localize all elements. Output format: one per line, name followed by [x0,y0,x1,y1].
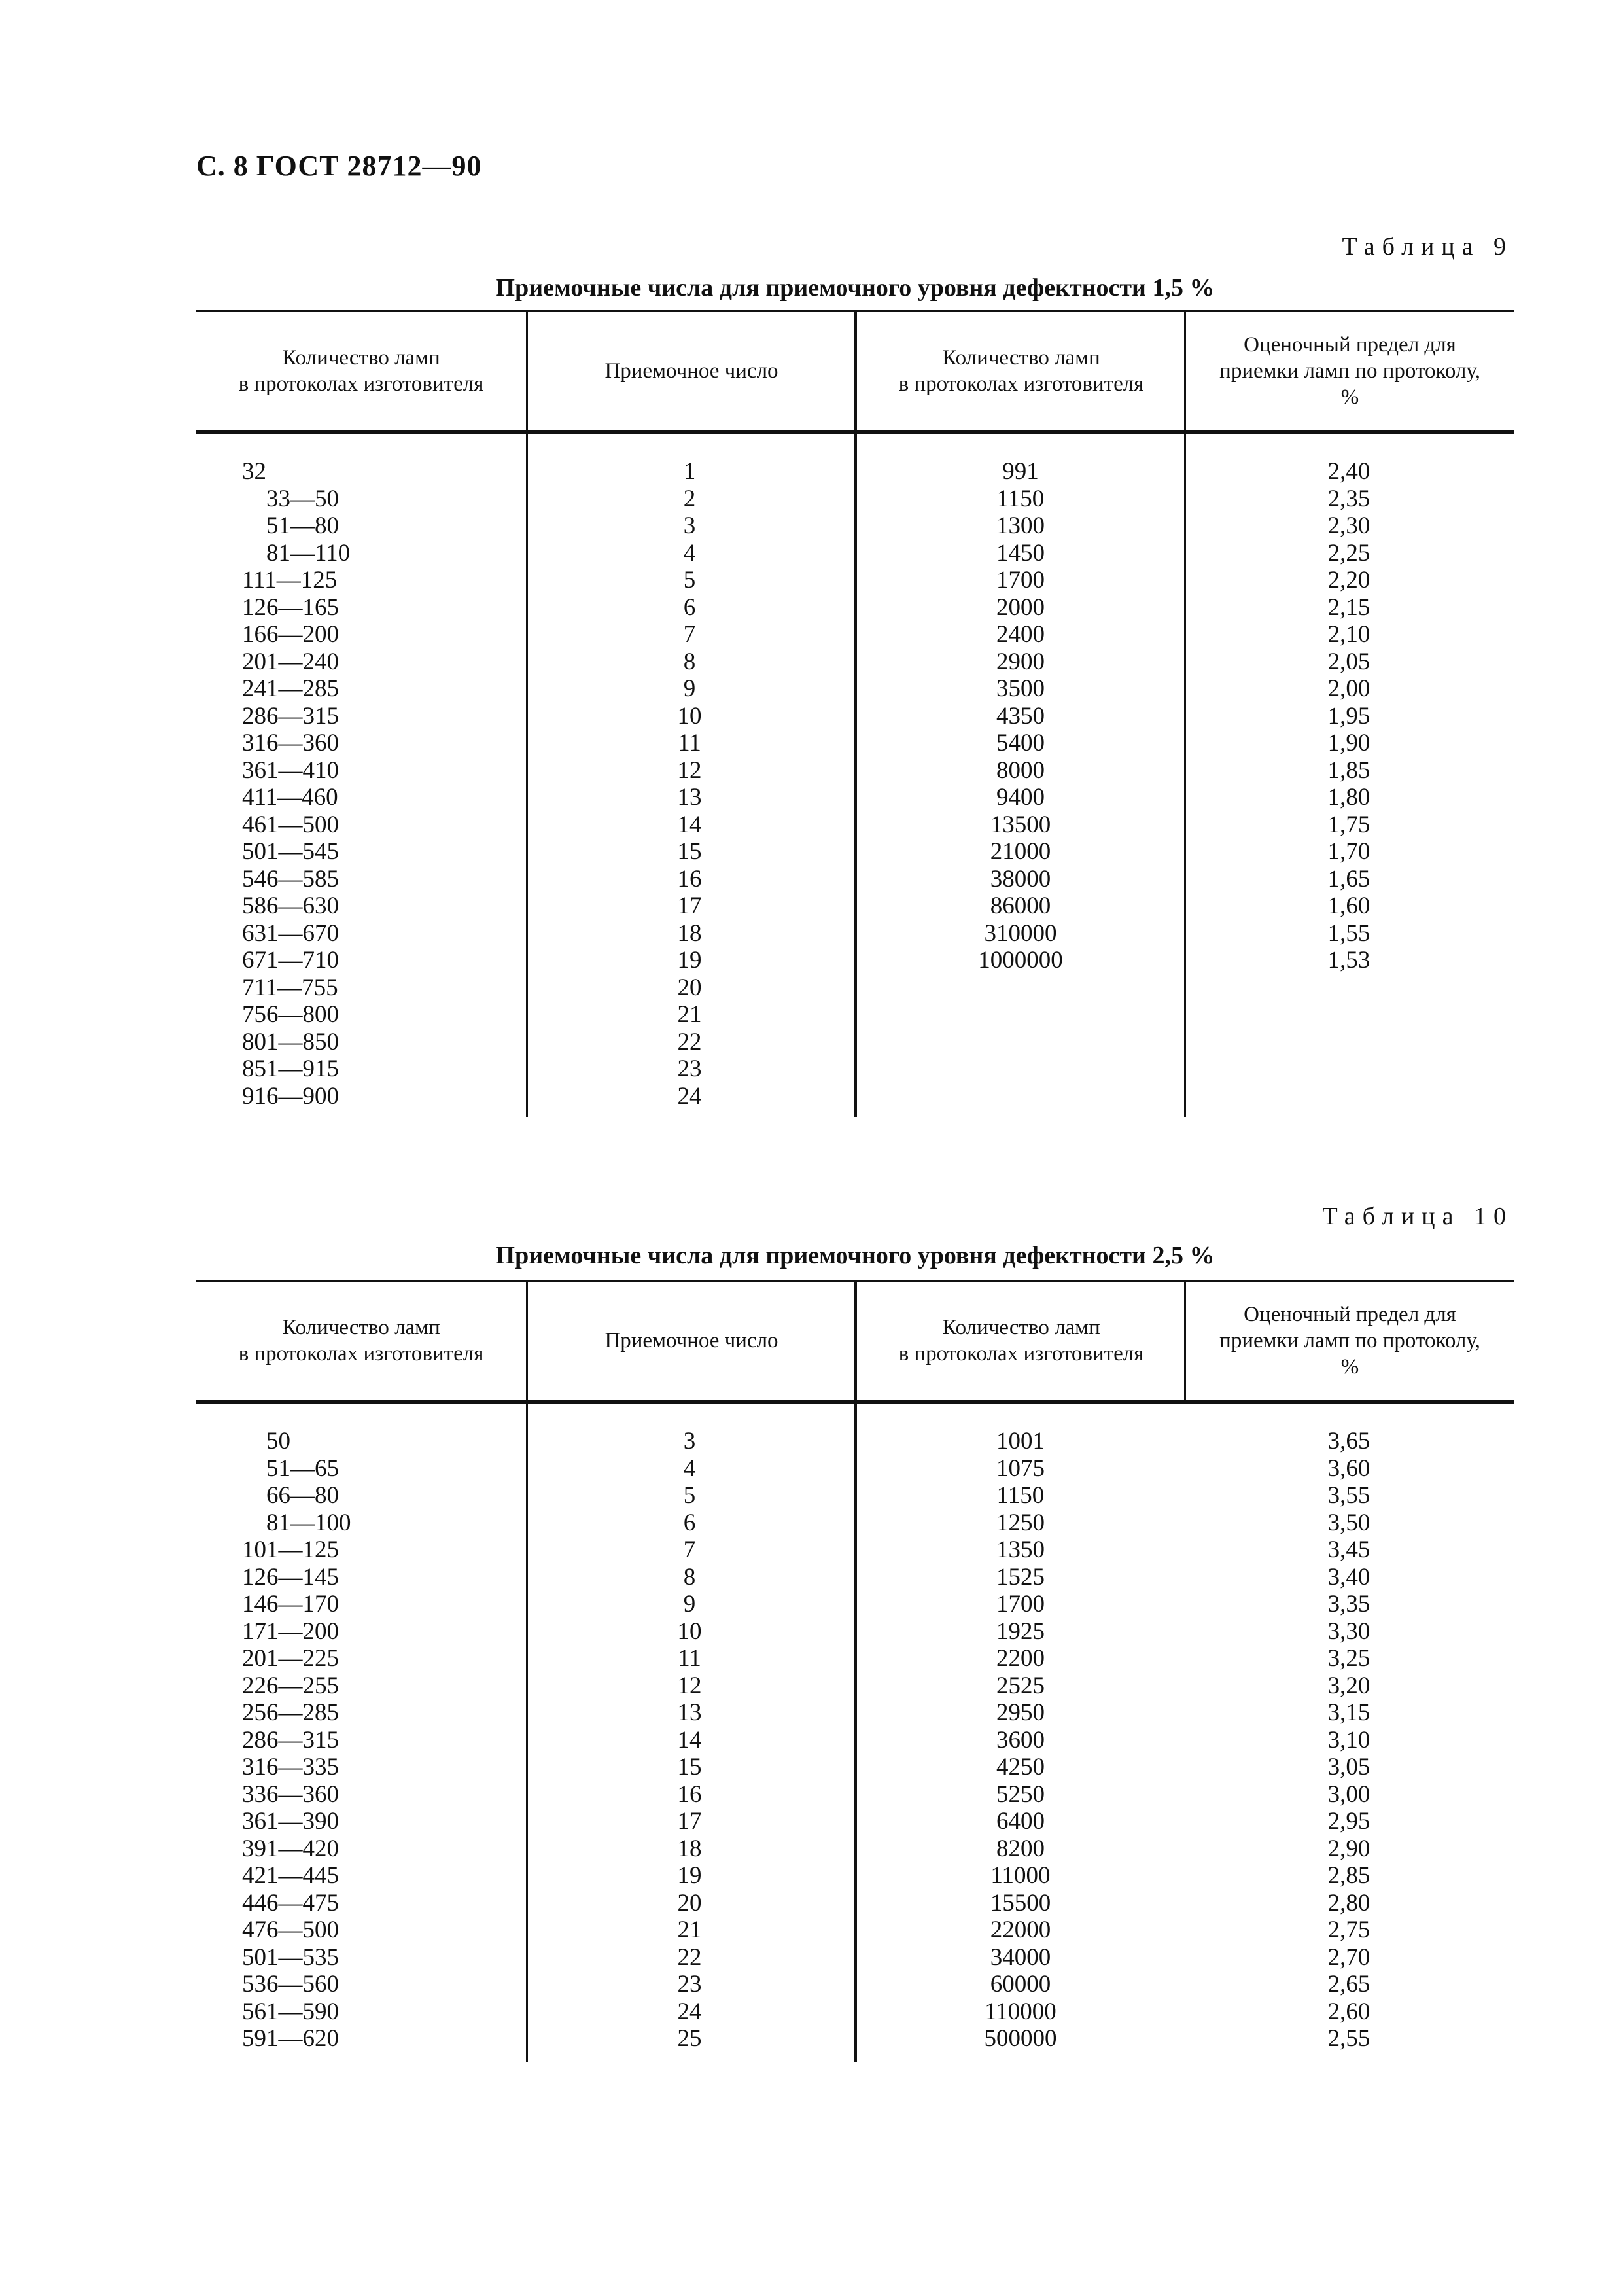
table-cell: 9 [683,1591,696,1617]
table-cell: 50 [242,1428,290,1455]
table-9-header [196,312,1514,434]
table-cell: 2,35 [1327,485,1370,512]
table-cell: 4250 [996,1754,1045,1780]
table-cell: 8 [683,1563,696,1591]
table-cell: 171—200 [242,1617,339,1645]
table-cell: 16 [677,1780,702,1808]
table-cell: 23 [677,1971,702,1998]
table-cell: 9 [683,675,696,702]
table-10-label: Таблица 10 [1322,1203,1513,1230]
table-cell: 2525 [996,1672,1045,1699]
table-cell: 3,00 [1327,1780,1370,1808]
table-cell: 3,45 [1327,1536,1370,1563]
table-cell: 546—585 [242,865,339,892]
table-cell: 3,10 [1327,1726,1370,1754]
table-10 [196,1280,1514,2062]
table-cell: 34000 [990,1943,1051,1971]
table-cell: 2,85 [1327,1862,1370,1889]
table-cell: 22 [677,1943,702,1971]
table-cell: 446—475 [242,1889,339,1916]
table-cell: 1,55 [1327,919,1370,947]
table-cell: 2,95 [1327,1808,1370,1835]
table-cell: 1,80 [1327,784,1370,811]
table-cell: 316—335 [242,1754,339,1780]
table-cell: 801—850 [242,1028,339,1055]
table-cell: 2,80 [1327,1889,1370,1916]
header-lamp-count: Количество ламп в протоколах изготовителя [898,345,1144,396]
table-cell: 8200 [996,1835,1045,1862]
table-9 [196,310,1514,1117]
column-divider [1184,312,1186,430]
table-cell: 2,00 [1327,675,1370,702]
table-cell: 3 [683,512,696,539]
table-cell: 13500 [990,811,1051,838]
table-cell: 2,05 [1327,648,1370,675]
table-cell: 561—590 [242,1998,339,2025]
table-cell: 6400 [996,1808,1045,1835]
table-cell: 13 [677,784,702,811]
table-cell: 1,53 [1327,947,1370,974]
header-lamp-count: Количество ламп в протоколах изготовителя [898,1315,1144,1366]
table-cell: 81—110 [242,539,351,567]
table-9-title: Приемочные числа для приемочного уровня дефектности 1,5 % [495,274,1215,302]
table-cell: 2000 [996,593,1045,621]
table-cell: 18 [677,1835,702,1862]
table-cell: 1525 [996,1563,1045,1591]
table-cell: 536—560 [242,1971,339,1998]
table-cell: 2,70 [1327,1943,1370,1971]
table-cell: 2,65 [1327,1971,1370,1998]
table-cell: 671—710 [242,947,339,974]
table-cell: 19 [677,1862,702,1889]
page-header: С. 8 ГОСТ 28712—90 [196,150,482,182]
table-cell: 1,75 [1327,811,1370,838]
table-cell: 110000 [985,1998,1056,2025]
table-cell: 1450 [996,539,1045,567]
table-cell: 1700 [996,567,1045,593]
table-cell: 51—80 [242,512,339,539]
table-cell: 8 [683,648,696,675]
table-cell: 4 [683,539,696,567]
table-cell: 21 [677,1001,702,1028]
table-cell: 19 [677,947,702,974]
table-cell: 11 [678,730,701,756]
table-cell: 1150 [996,1482,1045,1509]
table-10-body [196,1404,1514,2062]
table-cell: 3,55 [1327,1482,1370,1509]
table-cell: 3,65 [1327,1428,1370,1455]
table-cell: 256—285 [242,1699,339,1726]
table-cell: 286—315 [242,702,339,730]
table-cell: 81—100 [242,1509,351,1536]
table-cell: 2950 [996,1699,1045,1726]
table-cell: 38000 [990,865,1051,892]
table-cell: 201—225 [242,1645,339,1672]
table-cell: 10 [677,1617,702,1645]
table-cell: 146—170 [242,1591,339,1617]
table-cell: 9400 [996,784,1045,811]
table-cell: 1001 [996,1428,1045,1455]
table-cell: 17 [677,1808,702,1835]
table-cell: 2,10 [1327,621,1370,648]
table-cell: 2,40 [1327,458,1370,485]
table-cell: 1250 [996,1509,1045,1536]
table-cell: 2,15 [1327,593,1370,621]
table-cell: 4 [683,1455,696,1482]
table-cell: 991 [1002,458,1039,485]
table-9-col-lamp-ranges [242,458,504,1110]
table-cell: 5 [683,1482,696,1509]
table-cell: 11 [678,1645,701,1672]
table-cell: 501—535 [242,1943,339,1971]
table-cell: 21 [677,1916,702,1943]
table-cell: 3,35 [1327,1591,1370,1617]
table-cell: 310000 [984,919,1057,947]
table-cell: 6 [683,593,696,621]
table-cell: 126—165 [242,593,339,621]
table-cell: 2 [683,485,696,512]
header-acceptance-number: Приемочное число [604,359,778,383]
header-lamp-count: Количество ламп в протоколах изготовителя [238,345,484,396]
table-cell: 336—360 [242,1780,339,1808]
table-cell: 33—50 [242,485,339,512]
table-cell: 3,25 [1327,1645,1370,1672]
table-10-col-lamp-ranges [242,1428,504,2053]
table-cell: 591—620 [242,2025,339,2052]
table-cell: 4350 [996,702,1045,730]
table-cell: 461—500 [242,811,339,838]
table-cell: 1350 [996,1536,1045,1563]
table-cell: 5400 [996,730,1045,756]
table-10-col-limits [1184,1428,1514,2053]
table-cell: 166—200 [242,621,339,648]
table-cell: 14 [677,1726,702,1754]
table-cell: 60000 [990,1971,1051,1998]
table-cell: 2400 [996,621,1045,648]
header-acceptance-number: Приемочное число [604,1328,778,1352]
table-cell: 20 [677,1889,702,1916]
table-cell: 226—255 [242,1672,339,1699]
table-cell: 361—410 [242,756,339,784]
table-cell: 2,55 [1327,2025,1370,2052]
column-divider-thick [854,312,857,430]
table-cell: 916—900 [242,1082,339,1110]
table-cell: 5250 [996,1780,1045,1808]
table-cell: 15500 [990,1889,1051,1916]
table-cell: 3,40 [1327,1563,1370,1591]
table-cell: 14 [677,811,702,838]
table-cell: 3600 [996,1726,1045,1754]
table-cell: 1,90 [1327,730,1370,756]
table-cell: 1,60 [1327,892,1370,919]
table-cell: 23 [677,1055,702,1082]
table-cell: 501—545 [242,838,339,865]
table-cell: 3,50 [1327,1509,1370,1536]
table-cell: 15 [677,838,702,865]
table-cell: 51—65 [242,1455,339,1482]
table-cell: 756—800 [242,1001,339,1028]
table-cell: 15 [677,1754,702,1780]
table-cell: 3,15 [1327,1699,1370,1726]
table-cell: 631—670 [242,919,339,947]
table-cell: 3 [683,1428,696,1455]
table-cell: 126—145 [242,1563,339,1591]
table-cell: 7 [683,621,696,648]
table-10-header [196,1282,1514,1404]
table-cell: 10 [677,702,702,730]
table-10-title: Приемочные числа для приемочного уровня дефектности 2,5 % [495,1242,1215,1269]
table-cell: 1150 [996,485,1045,512]
table-9-col-limits [1184,458,1514,974]
table-9-body [196,434,1514,1117]
table-cell: 66—80 [242,1482,339,1509]
table-cell: 1075 [996,1455,1045,1482]
table-cell: 111—125 [242,567,338,593]
table-cell: 32 [242,458,266,485]
table-cell: 21000 [990,838,1051,865]
table-cell: 2,90 [1327,1835,1370,1862]
table-cell: 1700 [996,1591,1045,1617]
table-cell: 2,20 [1327,567,1370,593]
table-cell: 2,30 [1327,512,1370,539]
header-lamp-count: Количество ламп в протоколах изготовителя [238,1315,484,1366]
table-cell: 1,70 [1327,838,1370,865]
table-cell: 1300 [996,512,1045,539]
table-cell: 7 [683,1536,696,1563]
table-cell: 711—755 [242,974,338,1001]
table-10-col-lamp-counts [857,1428,1184,2053]
table-cell: 24 [677,1998,702,2025]
table-cell: 411—460 [242,784,338,811]
table-cell: 11000 [990,1862,1051,1889]
table-cell: 2900 [996,648,1045,675]
table-cell: 586—630 [242,892,339,919]
table-cell: 3,60 [1327,1455,1370,1482]
table-cell: 13 [677,1699,702,1726]
table-cell: 3,30 [1327,1617,1370,1645]
table-cell: 25 [677,2025,702,2052]
table-cell: 12 [677,756,702,784]
table-cell: 3,20 [1327,1672,1370,1699]
table-cell: 12 [677,1672,702,1699]
table-9-label: Таблица 9 [1342,233,1513,260]
table-cell: 241—285 [242,675,339,702]
table-cell: 24 [677,1082,702,1110]
header-estimated-limit: Оценочный предел для приемки ламп по протоколу, % [1219,332,1480,410]
column-divider [526,1282,528,1400]
table-cell: 1,85 [1327,756,1370,784]
table-9-col-acceptance [526,458,853,1110]
table-cell: 6 [683,1509,696,1536]
table-cell: 1,65 [1327,865,1370,892]
table-cell: 361—390 [242,1808,339,1835]
table-cell: 500000 [984,2025,1057,2052]
table-cell: 316—360 [242,730,339,756]
table-cell: 5 [683,567,696,593]
table-cell: 3500 [996,675,1045,702]
table-cell: 421—445 [242,1862,339,1889]
table-cell: 22000 [990,1916,1051,1943]
table-cell: 17 [677,892,702,919]
header-estimated-limit: Оценочный предел для приемки ламп по протоколу, % [1219,1302,1480,1379]
table-cell: 3,05 [1327,1754,1370,1780]
table-cell: 201—240 [242,648,339,675]
table-cell: 86000 [990,892,1051,919]
table-cell: 2200 [996,1645,1045,1672]
table-cell: 2,75 [1327,1916,1370,1943]
table-cell: 18 [677,919,702,947]
table-cell: 851—915 [242,1055,339,1082]
table-cell: 1 [683,458,696,485]
table-cell: 8000 [996,756,1045,784]
table-cell: 391—420 [242,1835,339,1862]
column-divider-thick [854,1282,857,1400]
table-cell: 2,60 [1327,1998,1370,2025]
table-cell: 476—500 [242,1916,339,1943]
table-cell: 16 [677,865,702,892]
table-cell: 22 [677,1028,702,1055]
table-10-col-acceptance [526,1428,853,2053]
table-cell: 1925 [996,1617,1045,1645]
table-cell: 20 [677,974,702,1001]
table-cell: 1,95 [1327,702,1370,730]
table-cell: 286—315 [242,1726,339,1754]
column-divider [526,312,528,430]
table-cell: 2,25 [1327,539,1370,567]
table-9-col-lamp-counts [857,458,1184,974]
table-cell: 1000000 [978,947,1063,974]
table-cell: 101—125 [242,1536,339,1563]
column-divider [1184,1282,1186,1400]
